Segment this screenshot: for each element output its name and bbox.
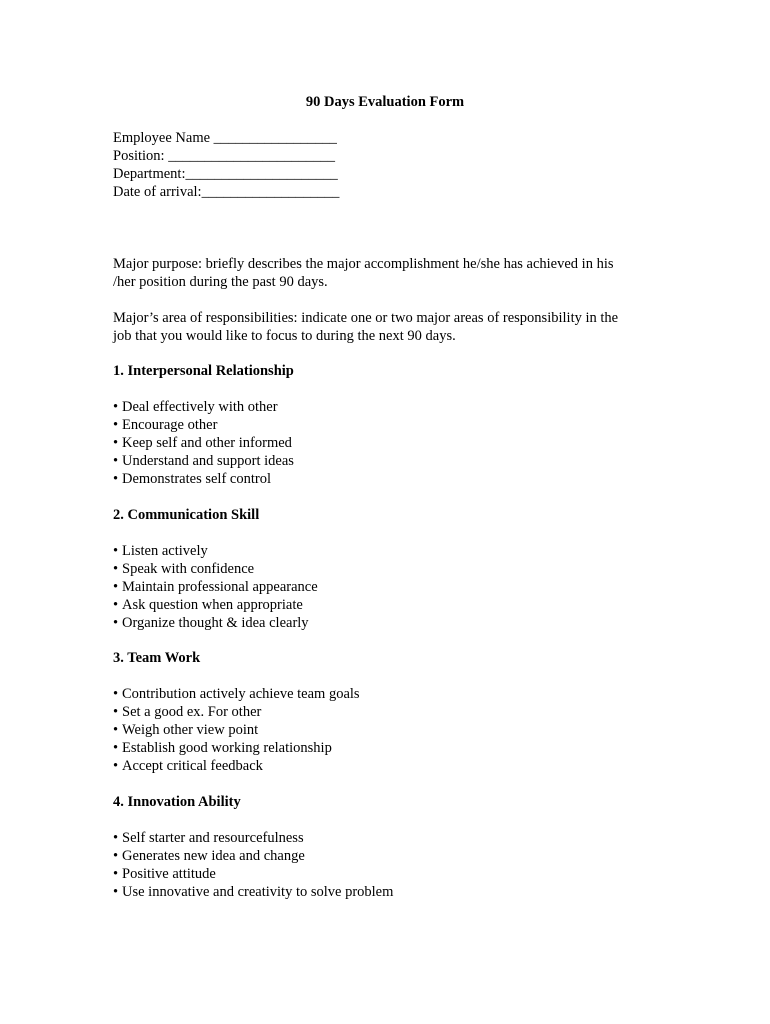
list-item: • Deal effectively with other (113, 399, 278, 415)
bullet-icon: • (113, 561, 119, 577)
bullet-icon: • (113, 453, 119, 469)
paragraph-line: /her position during the past 90 days. (113, 274, 328, 290)
list-item: • Use innovative and creativity to solve problem (113, 884, 394, 900)
section-heading-interpersonal: 1. Interpersonal Relationship (113, 363, 294, 379)
bullet-icon: • (113, 399, 119, 415)
list-item: • Contribution actively achieve team goals (113, 686, 360, 702)
bullet-icon: • (113, 471, 119, 487)
bullet-icon: • (113, 579, 119, 595)
employee-info-fields (113, 129, 673, 201)
list-item: • Encourage other (113, 417, 218, 433)
list-item: • Weigh other view point (113, 722, 259, 738)
list-item: • Generates new idea and change (113, 848, 305, 864)
list-item: • Understand and support ideas (113, 453, 294, 469)
list-item: • Keep self and other informed (113, 435, 292, 451)
list-item: • Organize thought & idea clearly (113, 615, 309, 631)
bullet-icon: • (113, 704, 119, 720)
section-list-communication (113, 542, 318, 632)
section-list-teamwork (113, 685, 360, 775)
paragraph-line: Major purpose: briefly describes the major accomplishment he/she has achieved in his (113, 256, 614, 272)
section-heading-teamwork: 3. Team Work (113, 650, 201, 666)
bullet-icon: • (113, 722, 119, 738)
bullet-icon: • (113, 686, 119, 702)
bullet-icon: • (113, 848, 119, 864)
list-item: • Speak with confidence (113, 561, 255, 577)
bullet-icon: • (113, 884, 119, 900)
section-heading-innovation: 4. Innovation Ability (113, 794, 241, 810)
list-item: • Set a good ex. For other (113, 704, 262, 720)
paragraph-line: job that you would like to focus to during the next 90 days. (113, 328, 456, 344)
list-item: • Ask question when appropriate (113, 597, 303, 613)
list-item: • Positive attitude (113, 866, 216, 882)
bullet-icon: • (113, 740, 119, 756)
paragraph-line: Major’s area of responsibilities: indicate one or two major areas of responsibility in the (113, 310, 619, 326)
section-list-interpersonal (113, 398, 294, 488)
list-item: • Demonstrates self control (113, 471, 271, 487)
section-list-innovation (113, 829, 393, 901)
bullet-icon: • (113, 758, 119, 774)
list-item: • Establish good working relationship (113, 740, 332, 756)
major-purpose-paragraph (113, 255, 673, 291)
list-item: • Self starter and resourcefulness (113, 830, 304, 846)
bullet-icon: • (113, 615, 119, 631)
bullet-icon: • (113, 866, 119, 882)
bullet-icon: • (113, 830, 119, 846)
list-item: • Listen actively (113, 543, 208, 559)
section-heading-communication: 2. Communication Skill (113, 507, 260, 523)
bullet-icon: • (113, 543, 119, 559)
list-item: • Maintain professional appearance (113, 579, 318, 595)
department-field: Department:_____________________ (113, 166, 338, 182)
employee-name-field: Employee Name _________________ (113, 130, 337, 146)
list-item: • Accept critical feedback (113, 758, 263, 774)
bullet-icon: • (113, 597, 119, 613)
responsibilities-paragraph (113, 309, 673, 345)
document-title: 90 Days Evaluation Form (305, 94, 465, 110)
position-field: Position: _______________________ (113, 148, 335, 164)
bullet-icon: • (113, 417, 119, 433)
bullet-icon: • (113, 435, 119, 451)
date-of-arrival-field: Date of arrival:___________________ (113, 184, 340, 200)
